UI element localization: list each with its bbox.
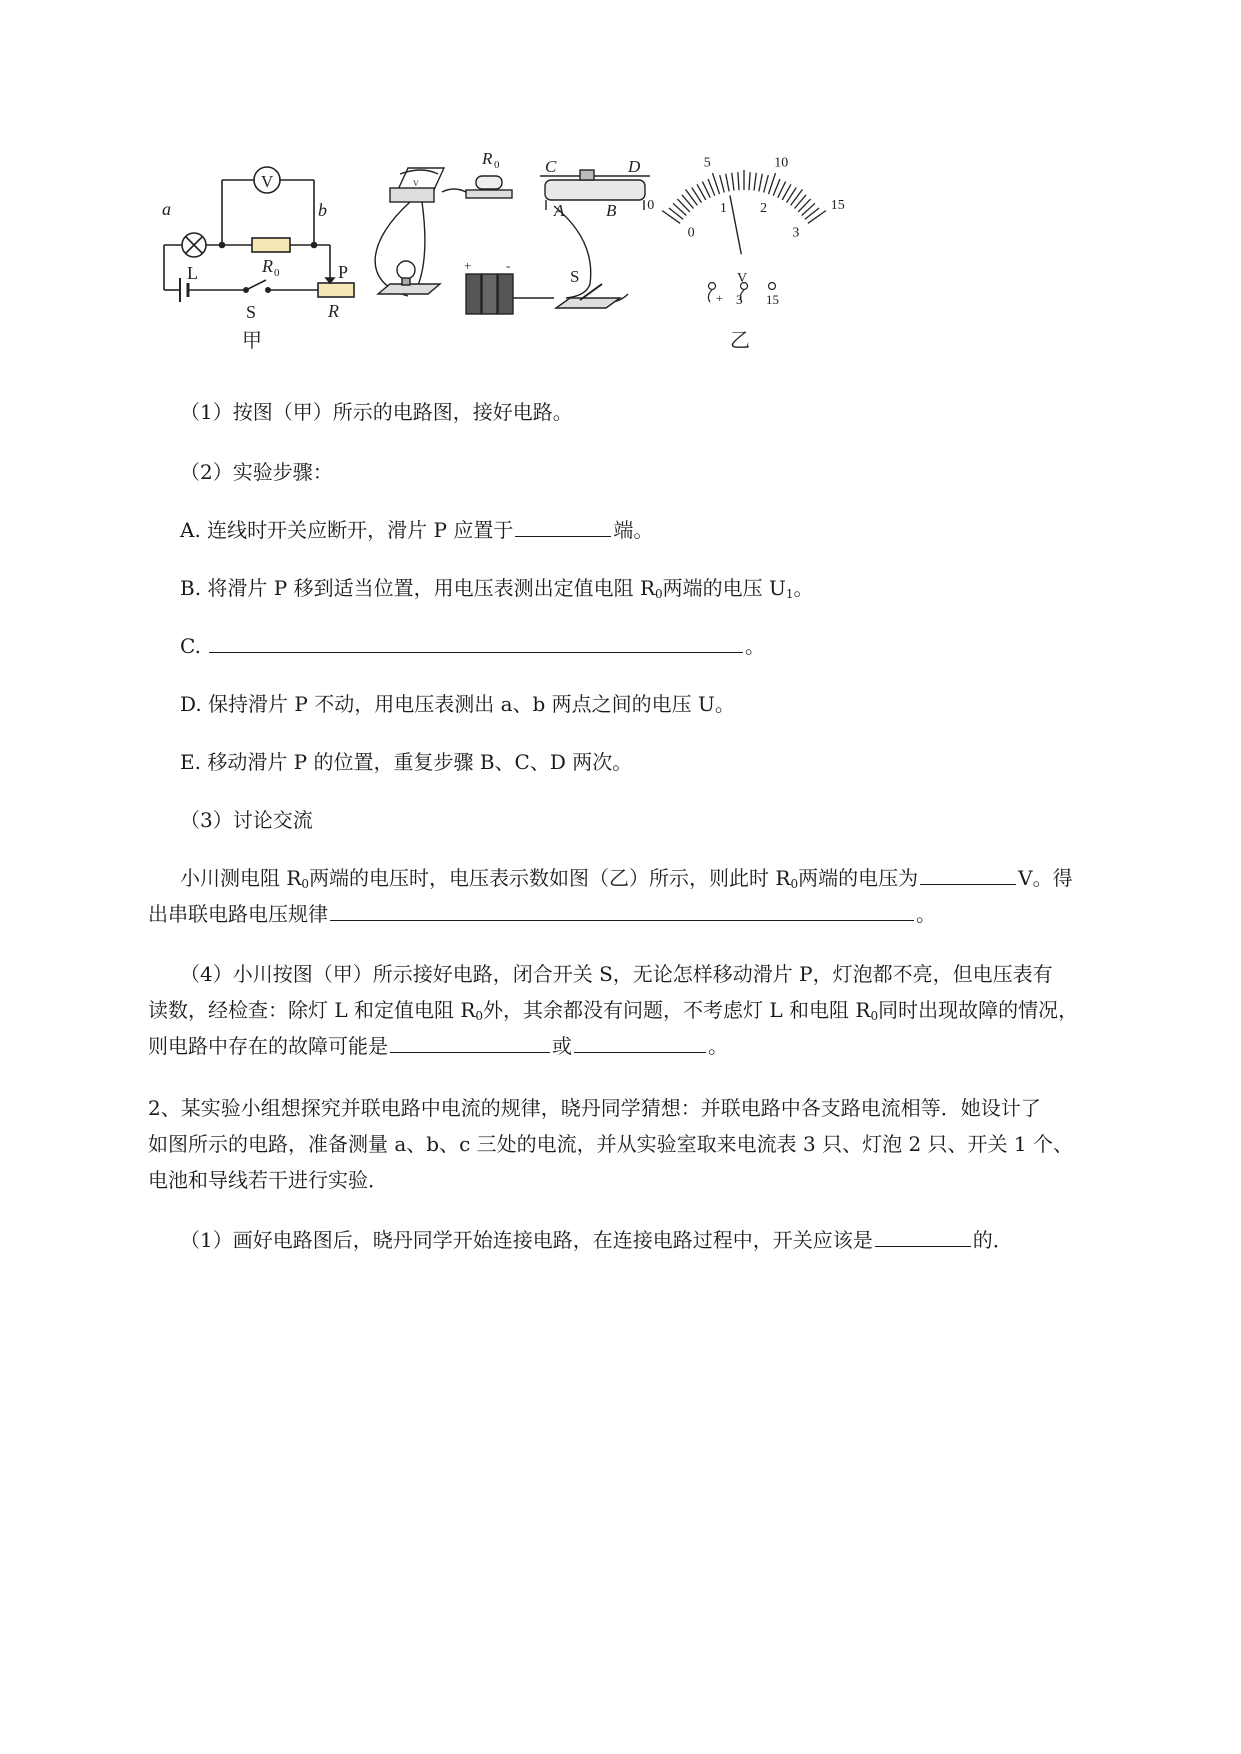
point-b-label: b (318, 200, 327, 220)
answer-blank-voltage[interactable] (920, 864, 1016, 885)
figure-jia-caption: 甲 (242, 330, 262, 352)
dial-tick (738, 172, 739, 190)
dial-outer-label: 10 (774, 155, 789, 171)
q1-discussion-line-2: 出串联电路电压规律 。 (148, 902, 936, 926)
r0-sub-label: 0 (274, 267, 280, 279)
dial-tick (726, 174, 729, 192)
dial-tick (769, 173, 776, 194)
figure-yi-caption: 乙 (730, 330, 750, 352)
lamp-label: L (187, 263, 198, 283)
dial-tick (802, 203, 815, 215)
dial-tick (773, 179, 780, 196)
terminal-d-label: D (628, 157, 641, 176)
dial-tick (808, 211, 826, 224)
dial-tick (798, 199, 811, 212)
dial-tick (754, 173, 756, 191)
terminal-b-label: B (606, 201, 617, 220)
dial-inner-label: 2 (760, 201, 768, 217)
voltmeter-label: V (261, 172, 274, 191)
terminal-a-label: A (554, 201, 565, 220)
dial-tick (764, 175, 769, 192)
terminal-c-label: C (545, 157, 557, 176)
dial-tick (713, 173, 720, 194)
physical-r0-sub-label: 0 (494, 159, 500, 171)
physical-apparatus (375, 168, 650, 314)
point-a-label: a (162, 199, 171, 219)
answer-blank-rule[interactable] (330, 900, 914, 921)
answer-blank-fault-2[interactable] (574, 1032, 706, 1053)
physical-apparatus-labels (413, 150, 641, 286)
physical-switch-label: S (570, 267, 580, 286)
dial-unit-label: V (737, 271, 748, 286)
q1-step-D: D. 保持滑片 P 不动，用电压表测出 a、b 两点之间的电压 U。 (180, 692, 735, 716)
r0-label: R (262, 256, 273, 276)
dial-tick (708, 179, 715, 196)
dial-tick (673, 203, 686, 215)
q1-step-3-heading: （3）讨论交流 (180, 808, 313, 832)
q2-line-3: 电池和导线若干进行实验． (148, 1168, 388, 1192)
circuit-figures (150, 150, 970, 400)
slider-p-label: P (338, 262, 349, 282)
dial-tick (686, 189, 698, 205)
q2-line-1: 2、某实验小组想探究并联电路中电流的规律，晓丹同学猜想：并联电路中各支路电流相等．她设计了 (148, 1096, 1041, 1120)
terminal-3-label: 3 (736, 292, 743, 307)
answer-blank-switch-state[interactable] (875, 1226, 971, 1247)
q1-discussion-line-1: 小川测电阻 $R_0$两端的电压时，电压表示数如图（乙）所示，则此时 $R_0$两端的电压为 V。得 (180, 866, 1073, 891)
dial-tick (749, 172, 750, 190)
q1-step-C: C. 。 (180, 634, 765, 658)
dial-tick (791, 189, 803, 205)
voltmeter-dial-yi (647, 156, 844, 307)
dial-tick (677, 199, 690, 212)
dial-inner-label: 3 (792, 225, 800, 241)
q1-step-E: E. 移动滑片 P 的位置，重复步骤 B、C、D 两次。 (180, 750, 633, 774)
dial-outer-label: 15 (830, 197, 845, 213)
battery-minus-label: - (506, 258, 511, 273)
dial-inner-label: 0 (687, 225, 695, 241)
dial-inner-label: 1 (719, 201, 727, 217)
dial-tick (720, 175, 725, 192)
physical-r0-label: R (482, 150, 493, 168)
dial-outer-label: 5 (703, 155, 711, 171)
q1-step-4-line-2: 读数，经检查：除灯 L 和定值电阻 $R_0$外，其余都没有问题，不考虑灯 L 和电阻 $R_0$同时出现故障的情况， (148, 998, 1079, 1023)
answer-blank-fault-1[interactable] (390, 1032, 550, 1053)
voltmeter-needle (730, 195, 741, 254)
q1-step-B: B. 将滑片 P 移到适当位置，用电压表测出定值电阻 $R_0$两端的电压 $U_1$。 (180, 576, 814, 601)
q2-line-2: 如图所示的电路，准备测量 a、b、c 三处的电流，并从实验室取来电流表 3 只、灯泡 2 只、开关 1 个、 (148, 1132, 1073, 1156)
battery-plus-label: + (464, 258, 472, 273)
physical-meter-v-label: V (413, 179, 419, 188)
dial-tick (732, 173, 734, 191)
q2-step-1: （1）画好电路图后，晓丹同学开始连接电路，在连接电路过程中，开关应该是 的． (180, 1228, 1013, 1252)
terminal-plus-label: + (716, 291, 723, 305)
answer-blank-A[interactable] (515, 516, 611, 537)
dial-outer-label: 0 (647, 197, 655, 213)
answer-blank-C[interactable] (209, 632, 743, 653)
q1-step-2-heading: （2）实验步骤： (180, 460, 333, 484)
dial-tick (662, 211, 680, 224)
q1-step-A: A. 连线时开关应断开，滑片 P 应置于 端。 (180, 518, 654, 542)
dial-tick (759, 174, 762, 192)
rheostat-label: R (328, 301, 339, 321)
q1-step-1: （1）按图（甲）所示的电路图，接好电路。 (180, 400, 573, 424)
terminal-15-label: 15 (766, 292, 779, 307)
q1-step-4-line-3: 则电路中存在的故障可能是 或 。 (148, 1034, 728, 1058)
switch-label: S (246, 302, 257, 322)
q1-step-4-line-1: （4）小川按图（甲）所示接好电路，闭合开关 S，无论怎样移动滑片 P，灯泡都不亮，但电压表有 (180, 962, 1053, 986)
